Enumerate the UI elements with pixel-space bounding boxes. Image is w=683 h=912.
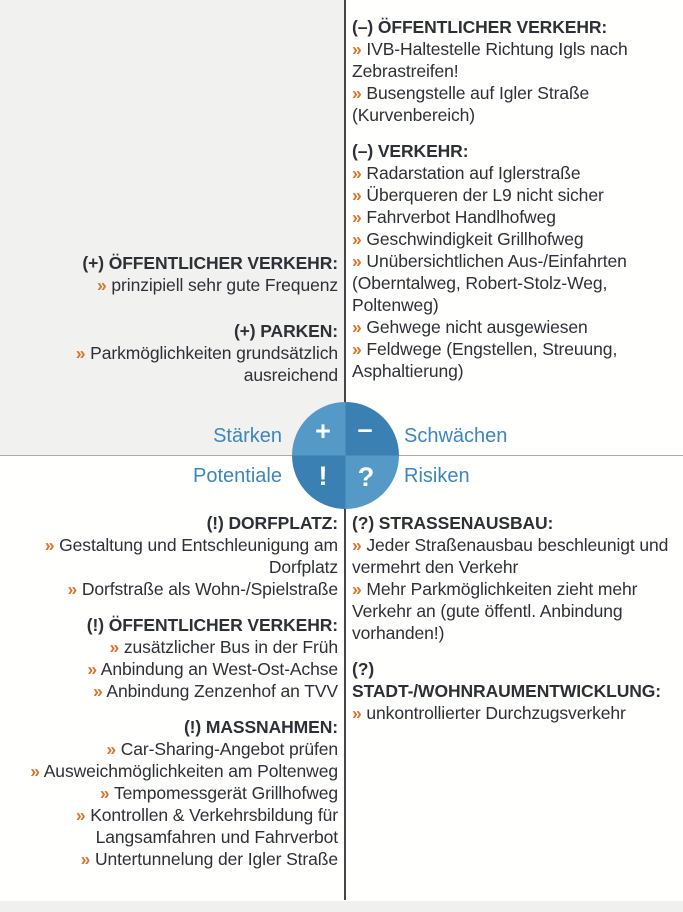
bullet-item: » Parkmöglichkeiten grundsätzlich ausreichend <box>75 343 338 385</box>
block-heading: (+) ÖFFENTLICHER VERKEHR: <box>82 253 338 273</box>
bullet-icon: » <box>106 739 116 759</box>
bullet-item: » Fahrverbot Handlhofweg <box>352 207 556 227</box>
bullet-item: » Feldwege (Engstellen, Streuung, Asphaltierung) <box>352 339 618 381</box>
bullet-icon: » <box>352 163 362 183</box>
bullet-item: » Ausweichmöglichkeiten am Poltenweg <box>30 761 338 781</box>
bullet-icon: » <box>352 339 362 359</box>
bullet-item: » IVB-Haltestelle Richtung Igls nach Zebrastreifen! <box>352 39 628 81</box>
bullet-icon: » <box>93 681 103 701</box>
weaknesses-quadrant <box>352 16 678 396</box>
risks-block <box>352 512 678 644</box>
strengths-block <box>8 320 338 386</box>
minus-icon: – <box>357 413 373 444</box>
axis-label-strengths: Stärken <box>213 425 282 447</box>
bullet-item: » Gestaltung und Entschleunigung am Dorfplatz <box>44 535 338 577</box>
bullet-icon: » <box>109 637 120 657</box>
risks-block <box>352 658 678 724</box>
bullet-item: » Geschwindigkeit Grillhofweg <box>352 229 584 249</box>
bullet-icon: » <box>30 761 40 781</box>
bullet-item: » Tempomessgerät Grillhofweg <box>99 783 338 803</box>
bullet-item: » zusätzlicher Bus in der Früh <box>109 637 338 657</box>
block-heading: (?) STRASSENAUSBAU: <box>352 513 554 533</box>
block-heading: (!) MASSNAHMEN: <box>183 717 338 737</box>
bullet-item: » Busengstelle auf Igler Straße (Kurvenbereich) <box>352 83 590 125</box>
bullet-icon: » <box>352 207 362 227</box>
bullet-icon: » <box>80 849 91 869</box>
potentials-block <box>8 716 338 870</box>
bullet-icon: » <box>352 39 362 59</box>
bottom-page-strip <box>0 901 683 912</box>
weaknesses-block <box>352 140 678 382</box>
strengths-quadrant <box>8 252 338 410</box>
bullet-icon: » <box>352 229 362 249</box>
bullet-item: » Car-Sharing-Angebot prüfen <box>106 739 338 759</box>
bullet-item: » Kontrollen & Verkehrsbildung für Langsamfahren und Fahrverbot <box>75 805 338 847</box>
exclamation-icon: ! <box>318 460 328 491</box>
bullet-icon: » <box>99 783 110 803</box>
bullet-icon: » <box>97 275 107 295</box>
bullet-icon: » <box>352 185 362 205</box>
bullet-item: » Radarstation auf Iglerstraße <box>352 163 581 183</box>
potentials-block <box>8 512 338 600</box>
potentials-block <box>8 614 338 702</box>
swot-center-circle <box>292 402 399 509</box>
block-heading: (–) VERKEHR: <box>352 141 469 161</box>
bullet-icon: » <box>352 317 362 337</box>
block-heading: (+) PARKEN: <box>233 321 338 341</box>
strengths-block <box>8 252 338 296</box>
bullet-item: » Dorfstraße als Wohn-/Spielstraße <box>67 579 338 599</box>
bullet-item: » Anbindung Zenzenhof an TVV <box>93 681 338 701</box>
bullet-icon: » <box>75 805 86 825</box>
bullet-icon: » <box>44 535 55 555</box>
axis-label-risks: Risiken <box>404 465 470 487</box>
bullet-item: » Mehr Parkmöglichkeiten zieht mehr Verkehr an (gute öffentl. Anbindung vorhanden!) <box>352 579 638 643</box>
question-icon: ? <box>357 461 375 492</box>
bullet-item: » Untertunnelung der Igler Straße <box>80 849 338 869</box>
bullet-item: » Anbindung an West-Ost-Achse <box>87 659 338 679</box>
block-heading: (–) ÖFFENTLICHER VERKEHR: <box>352 17 608 37</box>
bullet-item: » prinzipiell sehr gute Frequenz <box>97 275 338 295</box>
bullet-item: » unkontrollierter Durchzugsverkehr <box>352 703 626 723</box>
bullet-icon: » <box>352 579 362 599</box>
block-heading: (!) DORFPLATZ: <box>206 513 338 533</box>
bullet-icon: » <box>67 579 78 599</box>
axis-label-potentials: Potentiale <box>193 465 282 487</box>
bullet-item: » Jeder Straßenausbau beschleunigt und vermehrt den Verkehr <box>352 535 669 577</box>
block-heading: (?) STADT-/WOHNRAUMENTWICKLUNG: <box>352 659 662 701</box>
axis-label-weaknesses: Schwächen <box>404 425 508 447</box>
bullet-icon: » <box>352 703 362 723</box>
bullet-icon: » <box>352 535 362 555</box>
bullet-item: » Gehwege nicht ausgewiesen <box>352 317 588 337</box>
bullet-icon: » <box>352 83 362 103</box>
bullet-item: » Unübersichtlichen Aus-/Einfahrten (Oberntalweg, Robert-Stolz-Weg, Poltenweg) <box>352 251 627 315</box>
bullet-icon: » <box>352 251 362 271</box>
bullet-icon: » <box>75 343 86 363</box>
plus-icon: + <box>315 415 331 446</box>
block-heading: (!) ÖFFENTLICHER VERKEHR: <box>86 615 338 635</box>
potentials-quadrant <box>8 512 338 884</box>
weaknesses-block <box>352 16 678 126</box>
bullet-item: » Überqueren der L9 nicht sicher <box>352 185 604 205</box>
risks-quadrant <box>352 512 678 738</box>
bullet-icon: » <box>87 659 97 679</box>
